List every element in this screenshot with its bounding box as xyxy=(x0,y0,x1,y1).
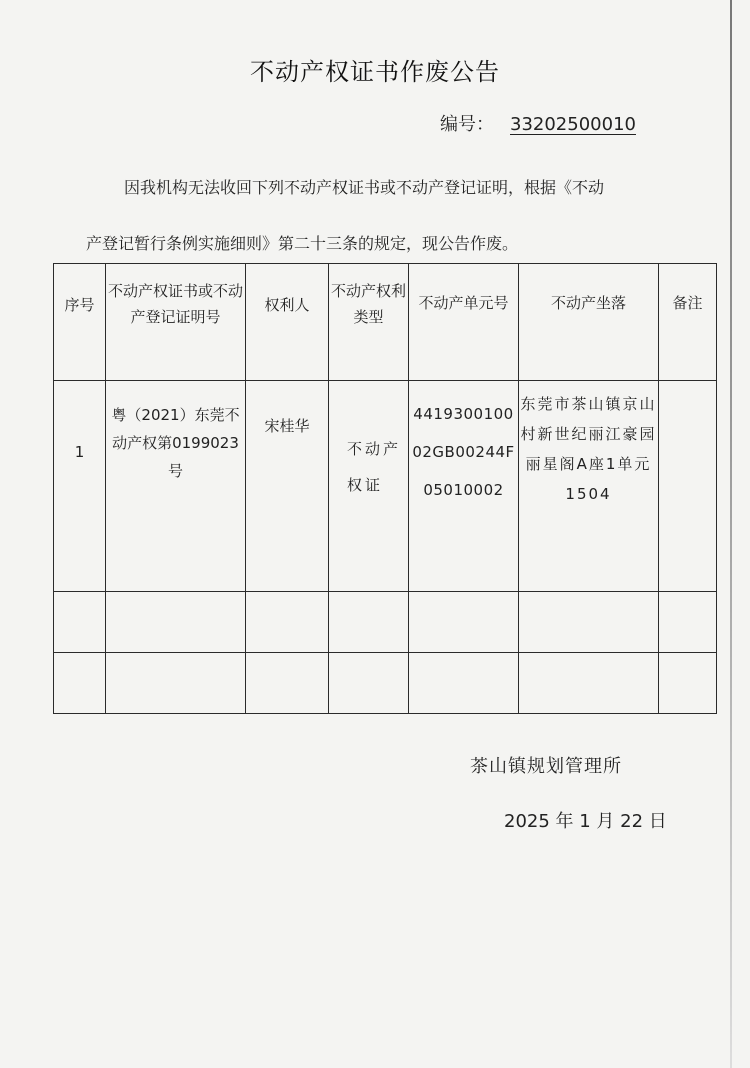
empty-cell xyxy=(106,653,246,714)
document-number-label: 编号： xyxy=(440,114,494,135)
empty-cell xyxy=(54,653,106,714)
notice-paragraph xyxy=(86,160,676,272)
empty-cell xyxy=(519,653,659,714)
notice-paragraph-line1: 因我机构无法收回下列不动产权证书或不动产登记证明，根据《不动 xyxy=(124,178,605,197)
header-cert: 不动产权证书或不动产登记证明号 xyxy=(106,264,246,381)
empty-cell xyxy=(329,592,409,653)
cell-unit: 441930010002GB00244F05010002 xyxy=(409,381,519,592)
header-unit: 不动产单元号 xyxy=(409,264,519,381)
empty-cell xyxy=(659,653,717,714)
notice-table xyxy=(53,263,717,714)
empty-cell xyxy=(659,592,717,653)
issue-date: 2025 年 1 月 22 日 xyxy=(504,811,667,832)
empty-cell xyxy=(246,653,329,714)
empty-cell xyxy=(246,592,329,653)
document-number-value: 33202500010 xyxy=(510,114,636,135)
document-number xyxy=(440,110,642,136)
table-header-row xyxy=(54,264,717,381)
cell-cert: 粤（2021）东莞不动产权第0199023号 xyxy=(106,381,246,592)
header-holder: 权利人 xyxy=(246,264,329,381)
table-row-empty xyxy=(54,592,717,653)
empty-cell xyxy=(409,592,519,653)
header-remark: 备注 xyxy=(659,264,717,381)
table-row xyxy=(54,381,717,592)
empty-cell xyxy=(106,592,246,653)
table-row-empty xyxy=(54,653,717,714)
empty-cell xyxy=(519,592,659,653)
cell-holder: 宋桂华 xyxy=(246,381,329,592)
notice-paragraph-line2: 产登记暂行条例实施细则》第二十三条的规定，现公告作废。 xyxy=(86,234,519,253)
empty-cell xyxy=(409,653,519,714)
header-seq: 序号 xyxy=(54,264,106,381)
header-type: 不动产权利类型 xyxy=(329,264,409,381)
issuer-name: 茶山镇规划管理所 xyxy=(470,756,622,777)
cell-location: 东莞市茶山镇京山村新世纪丽江豪园丽星阁A座1单元1504 xyxy=(519,381,659,592)
cell-remark xyxy=(659,381,717,592)
scan-edge-line xyxy=(730,0,732,1068)
cell-type: 不动产权证 xyxy=(329,381,409,592)
header-location: 不动产坐落 xyxy=(519,264,659,381)
empty-cell xyxy=(329,653,409,714)
page-title: 不动产权证书作废公告 xyxy=(250,58,500,86)
empty-cell xyxy=(54,592,106,653)
cell-seq: 1 xyxy=(54,381,106,592)
